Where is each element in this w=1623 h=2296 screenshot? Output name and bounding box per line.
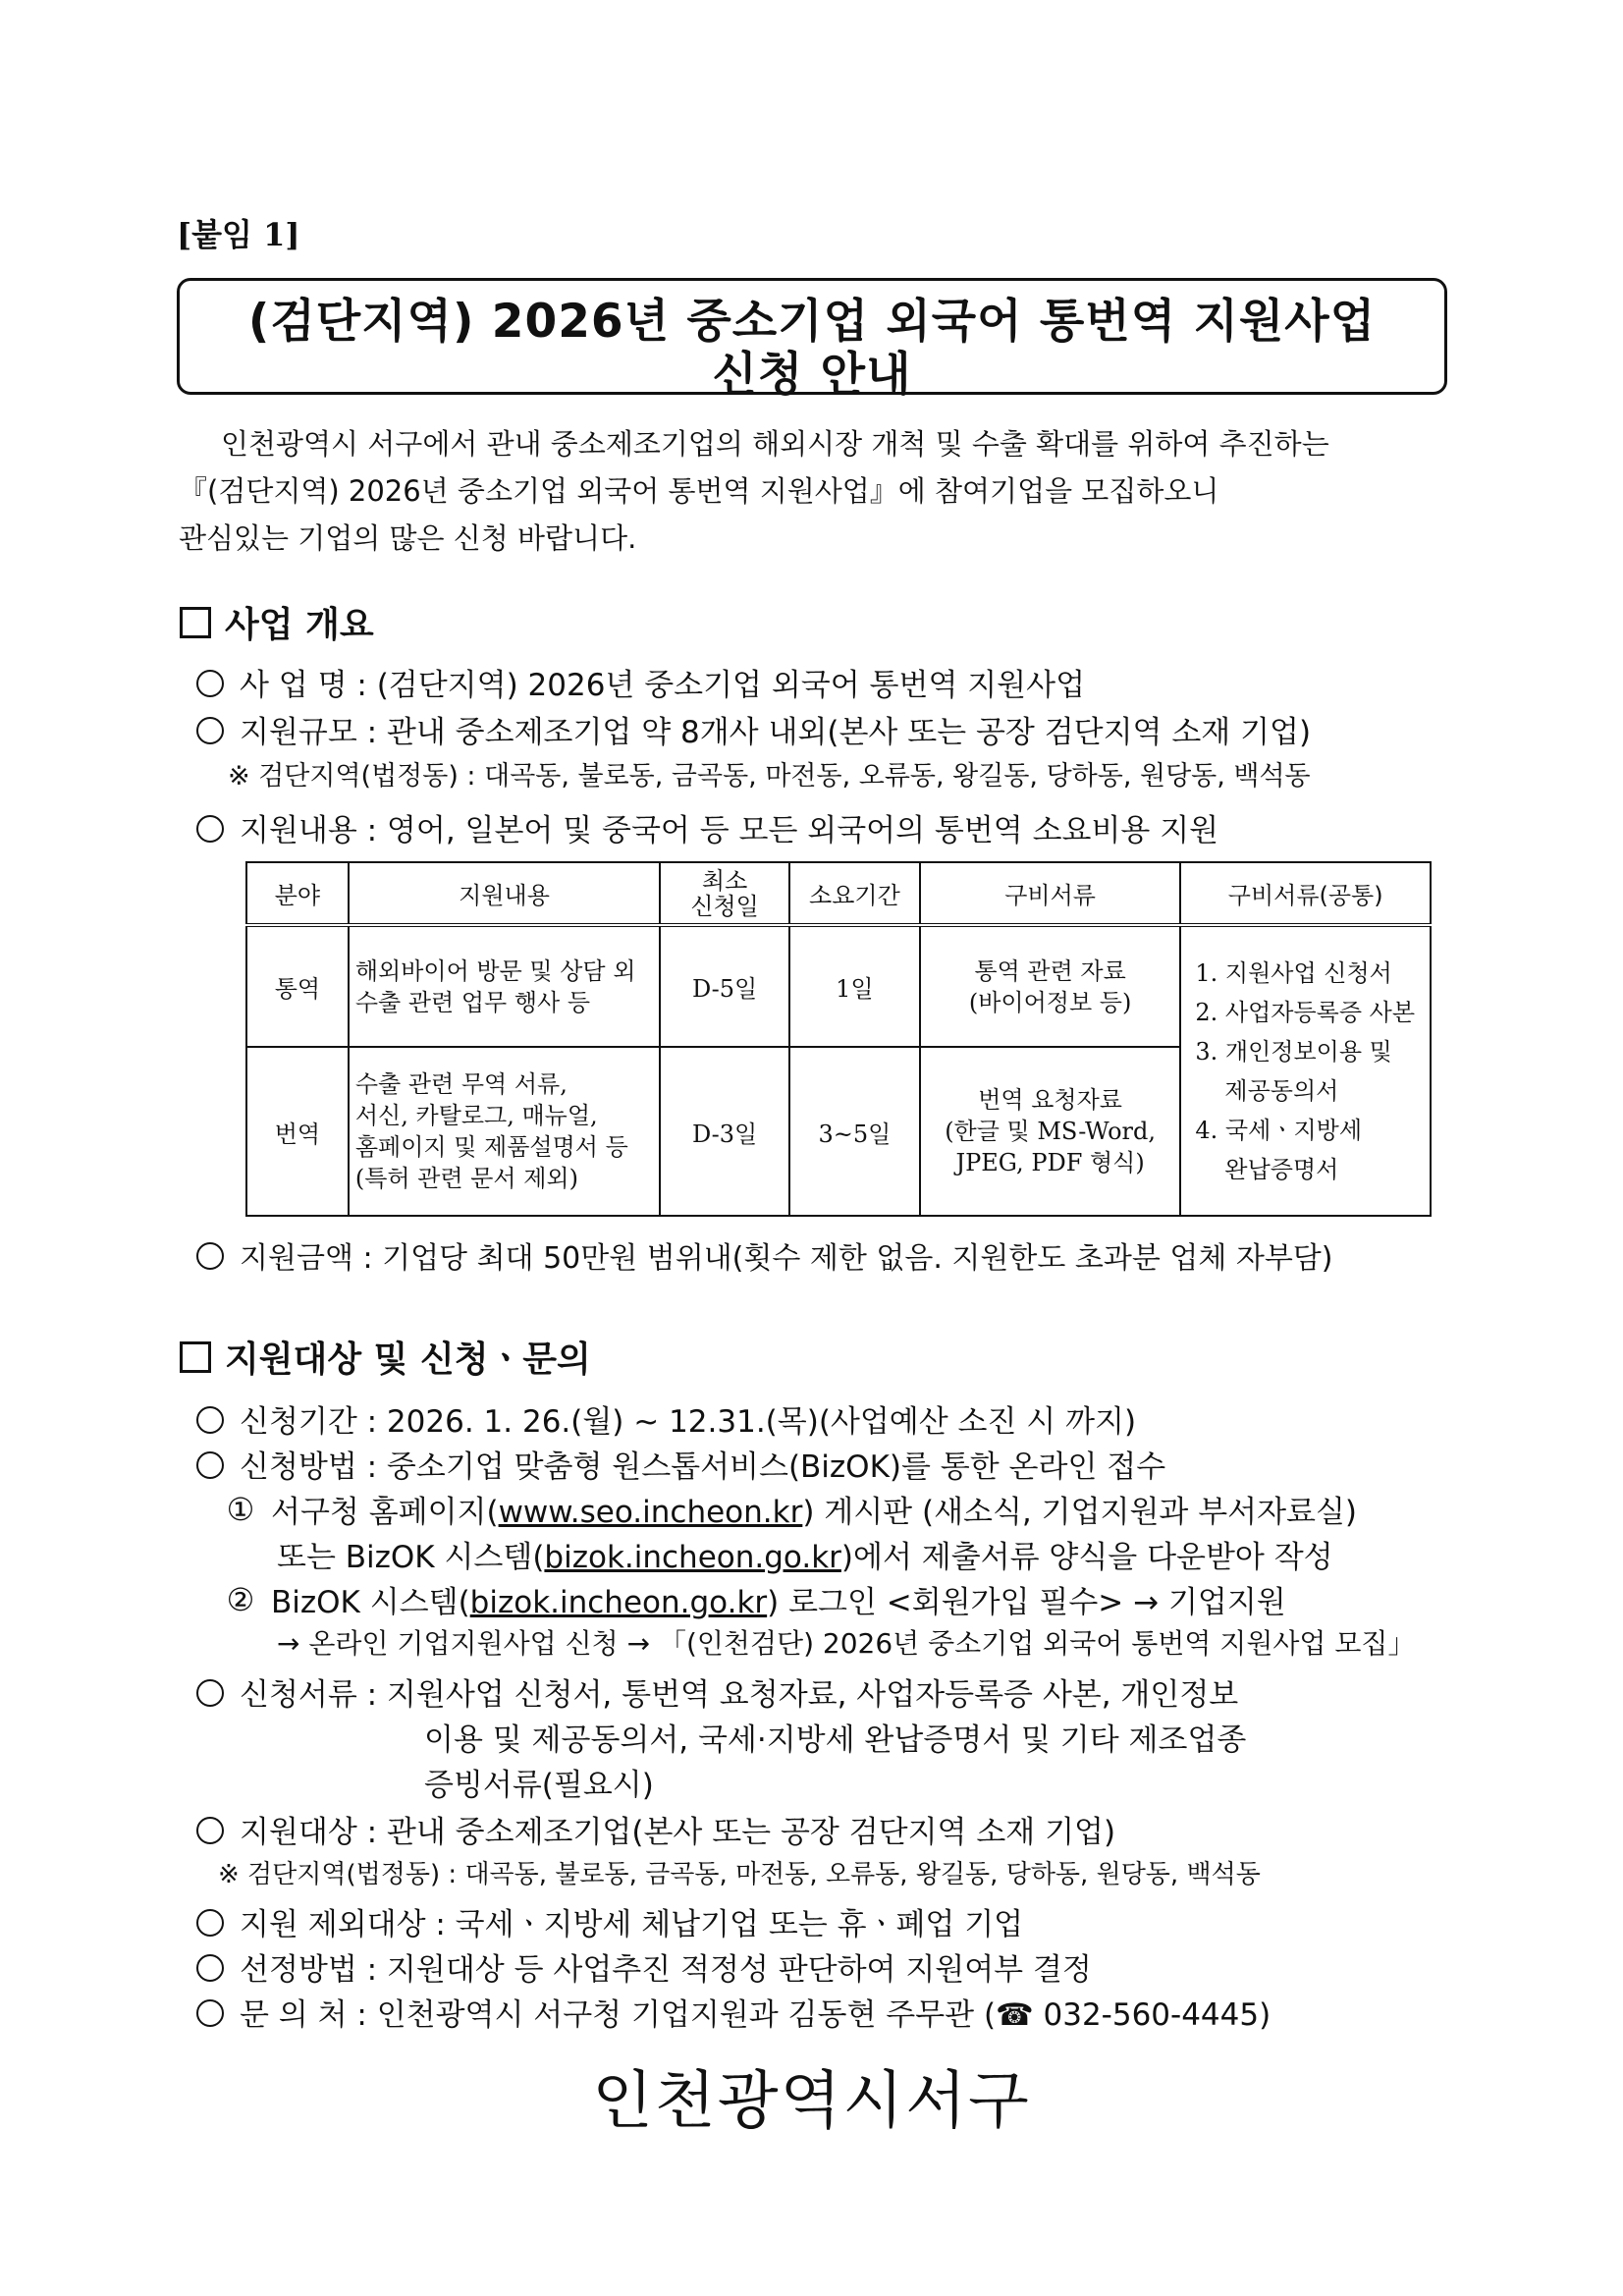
item-support-content [196, 805, 1218, 849]
item-text: 문 의 처 : 인천광역시 서구청 기업지원과 김동현 주무관 (☎ 032-560-4445) [240, 1997, 1271, 2033]
item-text: 신청서류 : 지원사업 신청서, 통번역 요청자료, 사업자등록증 사본, 개인정보 [240, 1677, 1239, 1713]
step-number-1: ① [226, 1491, 255, 1528]
item-excluded [196, 1899, 1023, 1943]
cell-common-docs [1180, 925, 1431, 1216]
issuer-footer: 인천광역시서구 [592, 2065, 1031, 2138]
cell-content [349, 925, 660, 1047]
support-table [245, 861, 1432, 1217]
circle-bullet-icon [196, 1406, 224, 1434]
cell-docs [920, 1047, 1181, 1216]
cell-line: 번역 요청자료 [978, 1086, 1122, 1114]
item-text: 지원내용 : 영어, 일본어 및 중국어 등 모든 외국어의 통번역 소요비용 지원 [240, 813, 1219, 848]
section-heading-text: 사업 개요 [225, 605, 374, 645]
cell-line: JPEG, PDF 형식) [955, 1149, 1145, 1176]
item-text: 지원금액 : 기업당 최대 50만원 범위내(횟수 제한 없음. 지원한도 초과분 업체 자부담) [240, 1241, 1333, 1276]
cell-line: (특허 관련 문서 제외) [354, 1165, 578, 1192]
circle-bullet-icon [196, 1679, 224, 1707]
circle-bullet-icon [196, 1909, 224, 1937]
common-doc-line: 3. 개인정보이용 및 [1195, 1037, 1392, 1066]
title-line-2: 신청 안내 [712, 348, 912, 402]
section-heading-apply [180, 1332, 591, 1382]
common-doc-line: 2. 사업자등록증 사본 [1195, 998, 1416, 1026]
method-step-2-cont: → 온라인 기업지원사업 신청 → 「(인천검단) 2026년 중소기업 외국어 통번역 지원사업 모집」 [277, 1627, 1416, 1660]
circle-bullet-icon [196, 1451, 224, 1479]
cell-content [349, 1047, 660, 1216]
square-bullet-icon [180, 1341, 211, 1373]
header-field: 분야 [246, 862, 349, 925]
item-text: 신청기간 : 2026. 1. 26.(월) ~ 12.31.(목)(사업예산 소진 시 까지) [240, 1404, 1137, 1440]
section-heading-overview [180, 597, 374, 647]
step-text: 또는 BizOK 시스템( [277, 1540, 545, 1575]
item-text: 사 업 명 : (검단지역) 2026년 중소기업 외국어 통번역 지원사업 [240, 668, 1086, 703]
circle-bullet-icon [196, 1999, 224, 2027]
bizok-login-link[interactable]: bizok.incheon.go.kr [469, 1585, 768, 1620]
circle-bullet-icon [196, 815, 224, 843]
cell-duration: 3~5일 [789, 1047, 920, 1216]
section-heading-text: 지원대상 및 신청ㆍ문의 [225, 1339, 591, 1380]
header-docs: 구비서류 [920, 862, 1181, 925]
cell-min-days: D-5일 [660, 925, 789, 1047]
cell-line: 서신, 카탈로그, 매뉴얼, [354, 1102, 598, 1129]
method-step-1 [226, 1487, 1357, 1531]
step-number-2: ② [226, 1581, 255, 1618]
intro-line-3: 관심있는 기업의 많은 신청 바랍니다. [179, 521, 637, 555]
item-support-scale [196, 707, 1311, 751]
intro-line-2: 『(검단지역) 2026년 중소기업 외국어 통번역 지원사업』에 참여기업을 모집하오니 [179, 474, 1219, 508]
cell-line: 수출 관련 업무 행사 등 [354, 988, 591, 1016]
item-documents-cont-1: 이용 및 제공동의서, 국세·지방세 완납증명서 및 기타 제조업종 [424, 1722, 1247, 1758]
item-period [196, 1396, 1136, 1441]
note-region-2: ※ 검단지역(법정동) : 대곡동, 불로동, 금곡동, 마전동, 오류동, 왕길동, 당하동, 원당동, 백석동 [218, 1860, 1261, 1889]
item-documents-cont-2: 증빙서류(필요시) [424, 1768, 654, 1803]
cell-docs [920, 925, 1181, 1047]
header-content: 지원내용 [349, 862, 660, 925]
circle-bullet-icon [196, 1817, 224, 1844]
item-text: 지원대상 : 관내 중소제조기업(본사 또는 공장 검단지역 소재 기업) [240, 1815, 1116, 1850]
square-bullet-icon [180, 607, 211, 638]
header-min-days [660, 862, 789, 925]
cell-line: 해외바이어 방문 및 상담 외 [354, 957, 636, 985]
item-method [196, 1442, 1165, 1486]
step-text: ) 로그인 <회원가입 필수> → 기업지원 [767, 1585, 1286, 1620]
table-row [246, 925, 1431, 1047]
item-target [196, 1807, 1115, 1851]
item-contact [196, 1990, 1271, 2034]
step-text: ) 게시판 (새소식, 기업지원과 부서자료실) [802, 1495, 1358, 1530]
item-business-name [196, 660, 1085, 704]
item-text: 지원규모 : 관내 중소제조기업 약 8개사 내외(본사 또는 공장 검단지역 소재 기업) [240, 715, 1312, 750]
intro-line-1: 인천광역시 서구에서 관내 중소제조기업의 해외시장 개척 및 수출 확대를 위하여 추진하는 [221, 427, 1329, 461]
common-doc-line: 제공동의서 [1224, 1076, 1339, 1105]
circle-bullet-icon [196, 1242, 224, 1270]
title-box [177, 278, 1447, 402]
header-common-docs: 구비서류(공통) [1180, 862, 1431, 925]
header-min-days-text: 최소 신청일 [690, 866, 759, 920]
note-region: ※ 검단지역(법정동) : 대곡동, 불로동, 금곡동, 마전동, 오류동, 왕길동, 당하동, 원당동, 백석동 [228, 761, 1311, 792]
cell-line: (한글 및 MS-Word, [945, 1118, 1157, 1145]
circle-bullet-icon [196, 717, 224, 744]
item-support-amount [196, 1233, 1332, 1277]
item-documents [196, 1669, 1238, 1714]
step-text: BizOK 시스템( [271, 1585, 470, 1620]
circle-bullet-icon [196, 1954, 224, 1982]
common-doc-line: 1. 지원사업 신청서 [1195, 958, 1392, 987]
header-duration: 소요기간 [789, 862, 920, 925]
cell-duration: 1일 [789, 925, 920, 1047]
step-text: )에서 제출서류 양식을 다운받아 작성 [840, 1540, 1333, 1575]
bizok-link[interactable]: bizok.incheon.go.kr [544, 1540, 841, 1575]
cell-line: 홈페이지 및 제품설명서 등 [354, 1133, 628, 1161]
item-text: 선정방법 : 지원대상 등 사업추진 적정성 판단하여 지원여부 결정 [240, 1952, 1092, 1988]
item-text: 신청방법 : 중소기업 맞춤형 원스톱서비스(BizOK)를 통한 온라인 접수 [240, 1449, 1166, 1485]
attachment-label: [붙임 1] [177, 216, 300, 253]
item-text: 지원 제외대상 : 국세ㆍ지방세 체납기업 또는 휴ㆍ폐업 기업 [240, 1907, 1024, 1942]
cell-field: 번역 [246, 1047, 349, 1216]
circle-bullet-icon [196, 670, 224, 697]
title-line-1: (검단지역) 2026년 중소기업 외국어 통번역 지원사업 [247, 295, 1377, 349]
cell-line: 통역 관련 자료 [974, 957, 1126, 985]
common-doc-line: 완납증명서 [1224, 1155, 1339, 1183]
common-doc-line: 4. 국세ㆍ지방세 [1195, 1116, 1363, 1144]
table-header-row [246, 862, 1431, 925]
cell-line: (바이어정보 등) [968, 988, 1132, 1016]
step-text: 서구청 홈페이지( [271, 1495, 499, 1530]
cell-min-days: D-3일 [660, 1047, 789, 1216]
method-step-1-cont [277, 1532, 1333, 1576]
item-selection [196, 1944, 1092, 1989]
cell-line: 수출 관련 무역 서류, [354, 1070, 568, 1098]
method-step-2 [226, 1577, 1286, 1621]
seo-homepage-link[interactable]: www.seo.incheon.kr [498, 1495, 803, 1530]
cell-field: 통역 [246, 925, 349, 1047]
